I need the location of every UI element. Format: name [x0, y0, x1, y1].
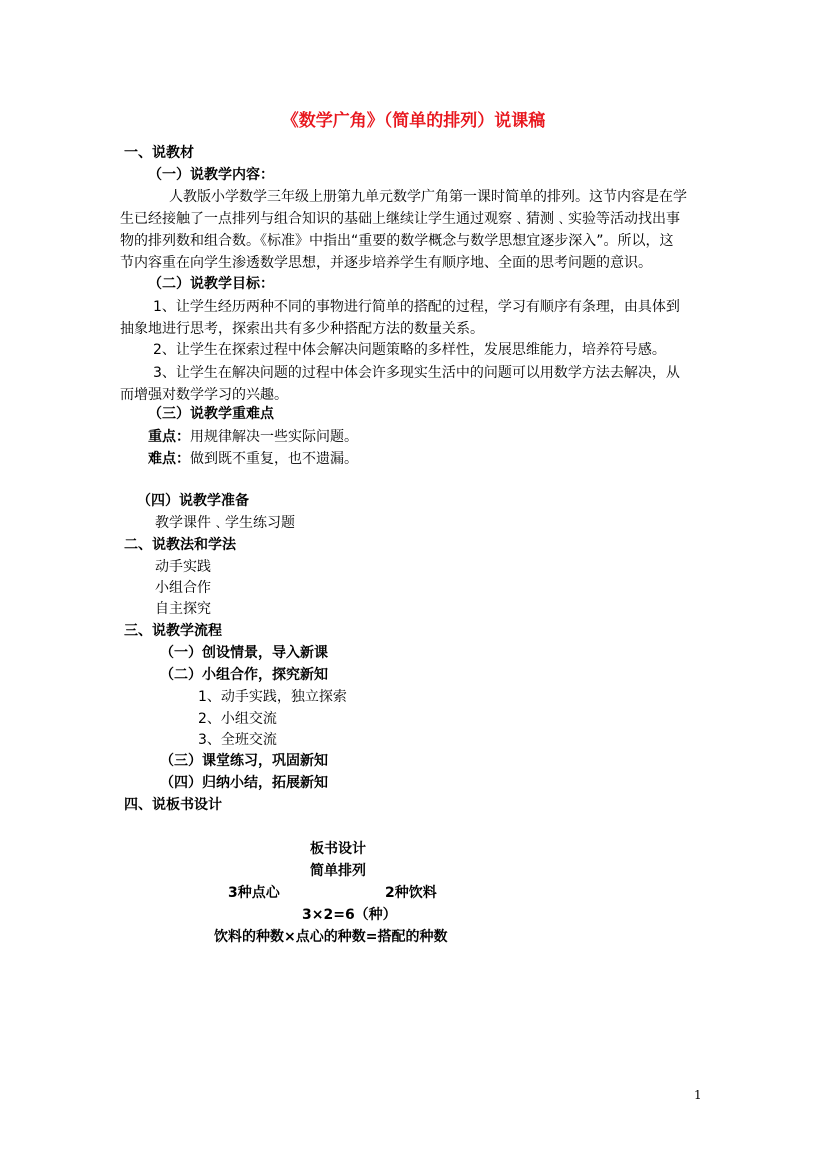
- document-title: 《数学广角》（简单的排列）说课稿: [281, 111, 546, 131]
- process-step: （三）课堂练习，巩固新知: [160, 753, 328, 769]
- method-item: 动手实践: [155, 559, 211, 575]
- paragraph-line: 抽象地进行思考，探索出共有多少种搭配方法的数量关系。: [120, 321, 484, 337]
- key-point-text: 用规律解决一些实际问题。: [190, 429, 358, 445]
- preparation-text: 教学课件﹑学生练习题: [155, 515, 295, 531]
- section-4-heading: 四、说板书设计: [124, 797, 222, 813]
- paragraph-line: 节内容重在向学生渗透数学思想，并逐步培养学生有顺序地、全面的思考问题的意识。: [120, 255, 652, 271]
- paragraph-line: 物的排列数和组合数。《标准》中指出“重要的数学概念与数学思想宜逐步深入”。所以，这: [120, 233, 674, 249]
- difficulty-text: 做到既不重复，也不遗漏。: [190, 451, 358, 467]
- page-number: 1: [694, 1088, 702, 1102]
- paragraph-line: 人教版小学数学三年级上册第九单元数学广角第一课时简单的排列。这节内容是在学: [169, 189, 687, 205]
- paragraph-line: 而增强对数学学习的兴趣。: [120, 387, 288, 403]
- process-sub-item: 1、动手实践，独立探索: [198, 689, 347, 705]
- subsection-key-points: （三）说教学重难点: [148, 406, 274, 422]
- paragraph-line: 1、让学生经历两种不同的事物进行简单的搭配的过程，学习有顺序有条理，由具体到: [153, 299, 680, 315]
- paragraph-line: 3、让学生在解决问题的过程中体会许多现实生活中的问题可以用数学方法去解决，从: [153, 365, 680, 381]
- section-3-heading: 三、说教学流程: [124, 623, 222, 639]
- board-subtitle: 简单排列: [310, 863, 366, 879]
- key-point-line: [148, 427, 358, 447]
- goal-1: [120, 296, 704, 340]
- subsection-preparation: （四）说教学准备: [137, 493, 249, 509]
- key-point-label: 重点：: [148, 429, 190, 445]
- difficulty-line: [148, 449, 358, 469]
- section-2-heading: 二、说教法和学法: [124, 537, 236, 553]
- difficulty-label: 难点：: [148, 451, 190, 467]
- subsection-teaching-goals: （二）说教学目标：: [148, 276, 274, 292]
- section-1-heading: 一、说教材: [124, 145, 194, 161]
- process-step: （一）创设情景，导入新课: [160, 645, 328, 661]
- method-item: 小组合作: [155, 580, 211, 596]
- process-sub-item: 2、小组交流: [198, 711, 277, 727]
- process-step: （四）归纳小结，拓展新知: [160, 775, 328, 791]
- goal-3: [120, 362, 704, 406]
- process-step: （二）小组合作，探究新知: [160, 667, 328, 683]
- method-item: 自主探究: [155, 601, 211, 617]
- board-title: 板书设计: [310, 841, 366, 857]
- board-left-item: 3种点心: [228, 885, 280, 901]
- subsection-teaching-content: （一）说教学内容：: [148, 167, 274, 183]
- board-right-item: 2种饮料: [385, 885, 437, 901]
- content-paragraph: [120, 186, 704, 274]
- board-formula: 3×2=6（种）: [302, 907, 397, 923]
- process-sub-item: 3、全班交流: [198, 732, 277, 748]
- board-relation: 饮料的种数×点心的种数=搭配的种数: [214, 929, 448, 945]
- paragraph-line: 生已经接触了一点排列与组合知识的基础上继续让学生通过观察﹑猜测﹑实验等活动找出事: [120, 211, 680, 227]
- goal-2: 2、让学生在探索过程中体会解决问题策略的多样性，发展思维能力，培养符号感。: [153, 342, 666, 358]
